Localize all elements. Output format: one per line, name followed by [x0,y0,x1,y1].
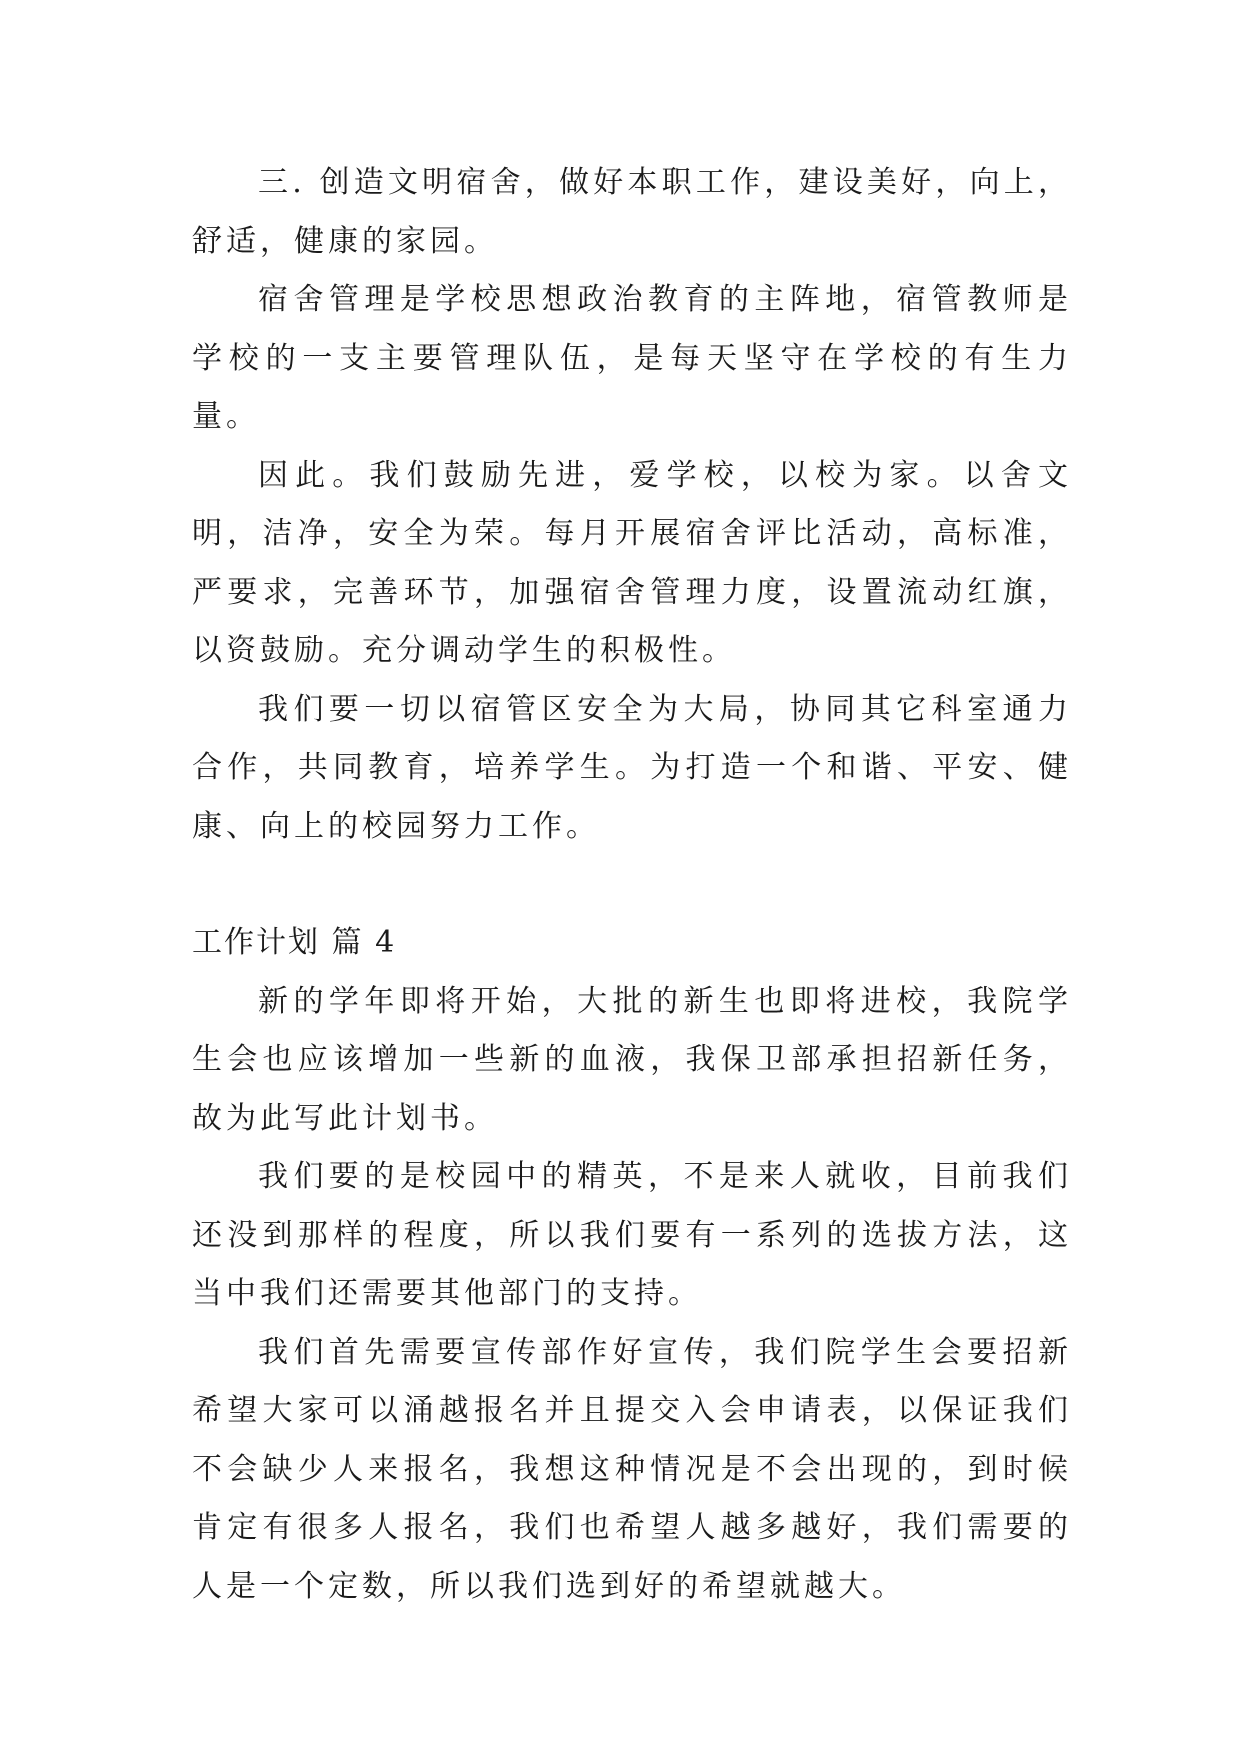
paragraph-safety-overall: 我们要一切以宿管区安全为大局，协同其它科室通力合作，共同教育，培养学生。为打造一个和谐、平安、健康、向上的校园努力工作。 [192,691,1072,844]
section-heading: 工作计划 篇 4 [192,925,397,960]
paragraph-dorm-civilization: 三. 创造文明宿舍，做好本职工作，建设美好，向上，舒适，健康的家园。 [192,165,1072,259]
paragraph-encourage-advanced: 因此。我们鼓励先进，爱学校，以校为家。以舍文明，洁净，安全为荣。每月开展宿舍评比活动，高标准，严要求，完善环节，加强宿舍管理力度，设置流动红旗，以资鼓励。充分调动学生的积极性。 [192,457,1072,668]
paragraph-elite-selection: 我们要的是校园中的精英，不是来人就收，目前我们还没到那样的程度，所以我们要有一系列的选拔方法，这当中我们还需要其他部门的支持。 [192,1159,1072,1311]
paragraph-dorm-management: 宿舍管理是学校思想政治教育的主阵地，宿管教师是学校的一支主要管理队伍，是每天坚守在学校的有生力量。 [192,282,1072,434]
document-body [192,154,1072,1616]
paragraph-publicity: 我们首先需要宣传部作好宣传，我们院学生会要招新希望大家可以涌越报名并且提交入会申请表，以保证我们不会缺少人来报名，我想这种情况是不会出现的，到时候肯定有很多人报名，我们也希望人越多越好，我们需要的人是一个定数，所以我们选到好的希望就越大。 [192,1334,1072,1604]
paragraph-new-semester: 新的学年即将开始，大批的新生也即将进校，我院学生会也应该增加一些新的血液，我保卫部承担招新任务，故为此写此计划书。 [192,983,1072,1136]
